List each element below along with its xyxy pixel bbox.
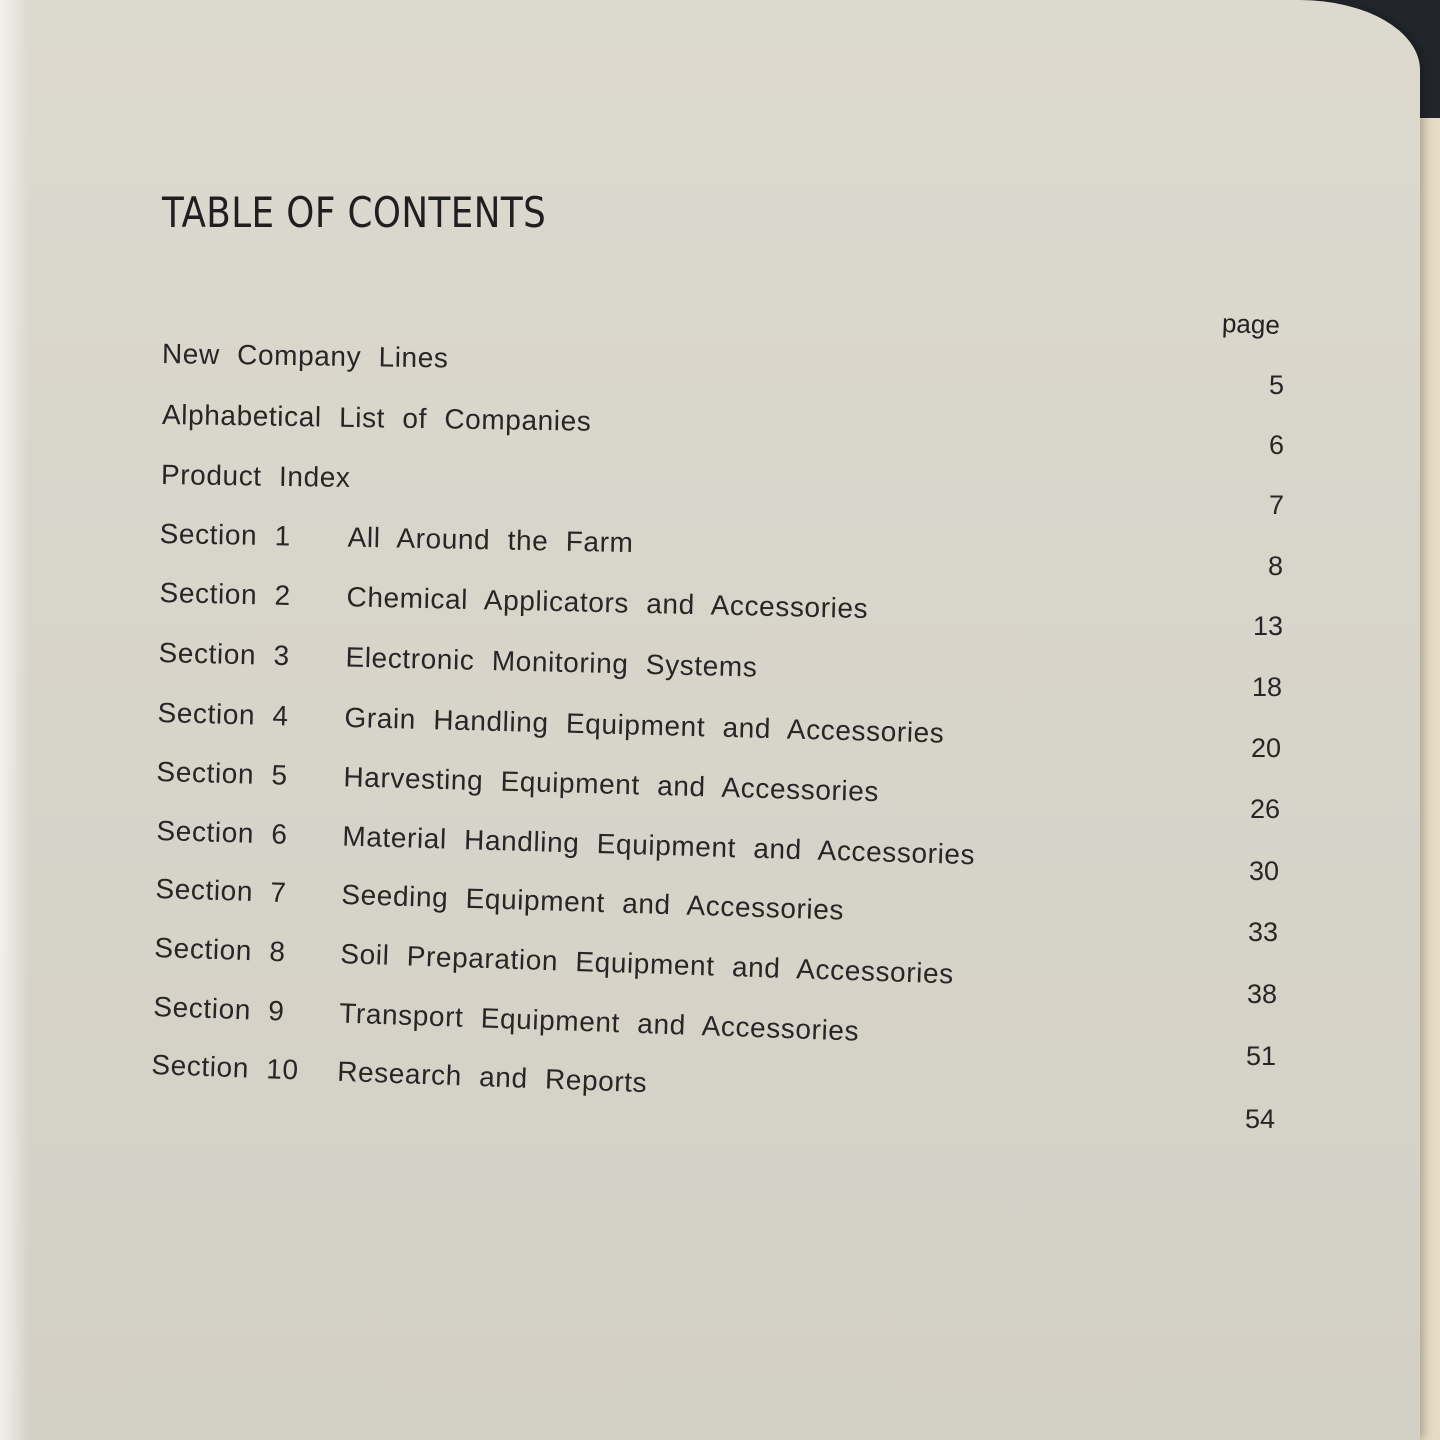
section-label: Section 9 [152, 991, 286, 1027]
page-edge-highlight [0, 0, 30, 1440]
section-label: Section 4 [157, 697, 290, 732]
page-number: 6 [1268, 430, 1284, 460]
section-title: Chemical Applicators and Accessories [346, 581, 869, 625]
page-number: 13 [1252, 611, 1283, 641]
section-label: Section 5 [156, 756, 289, 791]
toc-entry-product-index [161, 459, 351, 494]
section-label: Section 10 [150, 1049, 300, 1086]
section-title: All Around the Farm [347, 521, 634, 559]
page-number: 33 [1247, 917, 1278, 947]
section-label: Section 3 [158, 637, 291, 672]
page-column-label: page [1221, 308, 1281, 341]
page-number: 7 [1268, 490, 1284, 520]
section-title: Seeding Equipment and Accessories [340, 878, 845, 926]
section-label: Section 7 [155, 873, 288, 909]
section-label: Section 2 [159, 577, 292, 611]
section-label: Section 8 [153, 932, 287, 968]
toc-entry-title: Alphabetical List of Companies [161, 399, 592, 437]
section-label: Section 6 [156, 815, 289, 850]
section-title: Grain Handling Equipment and Accessories [344, 701, 945, 749]
page-number: 18 [1251, 672, 1282, 702]
section-title: Material Handling Equipment and Accessories [341, 820, 976, 871]
toc-entry-title: Product Index [160, 459, 351, 493]
section-title: Research and Reports [336, 1055, 648, 1099]
page-title: TABLE OF CONTENTS [162, 188, 547, 237]
toc-entry-new-company-lines [162, 338, 449, 374]
section-title: Electronic Monitoring Systems [345, 641, 758, 683]
page-number: 8 [1267, 551, 1283, 581]
section-label: Section 1 [159, 518, 292, 552]
section-title: Soil Preparation Equipment and Accessories [339, 938, 955, 990]
toc-entry-alphabetical-list [162, 399, 592, 438]
page-number: 54 [1244, 1104, 1275, 1134]
page-number: 38 [1246, 979, 1277, 1009]
page-number: 5 [1268, 370, 1284, 400]
page-number: 30 [1248, 856, 1279, 886]
section-title: Harvesting Equipment and Accessories [343, 761, 880, 808]
page-number: 51 [1245, 1041, 1276, 1071]
toc-entry-title: New Company Lines [161, 338, 449, 374]
page-number: 26 [1249, 794, 1280, 824]
section-title: Transport Equipment and Accessories [338, 997, 860, 1047]
page-number: 20 [1250, 733, 1281, 763]
